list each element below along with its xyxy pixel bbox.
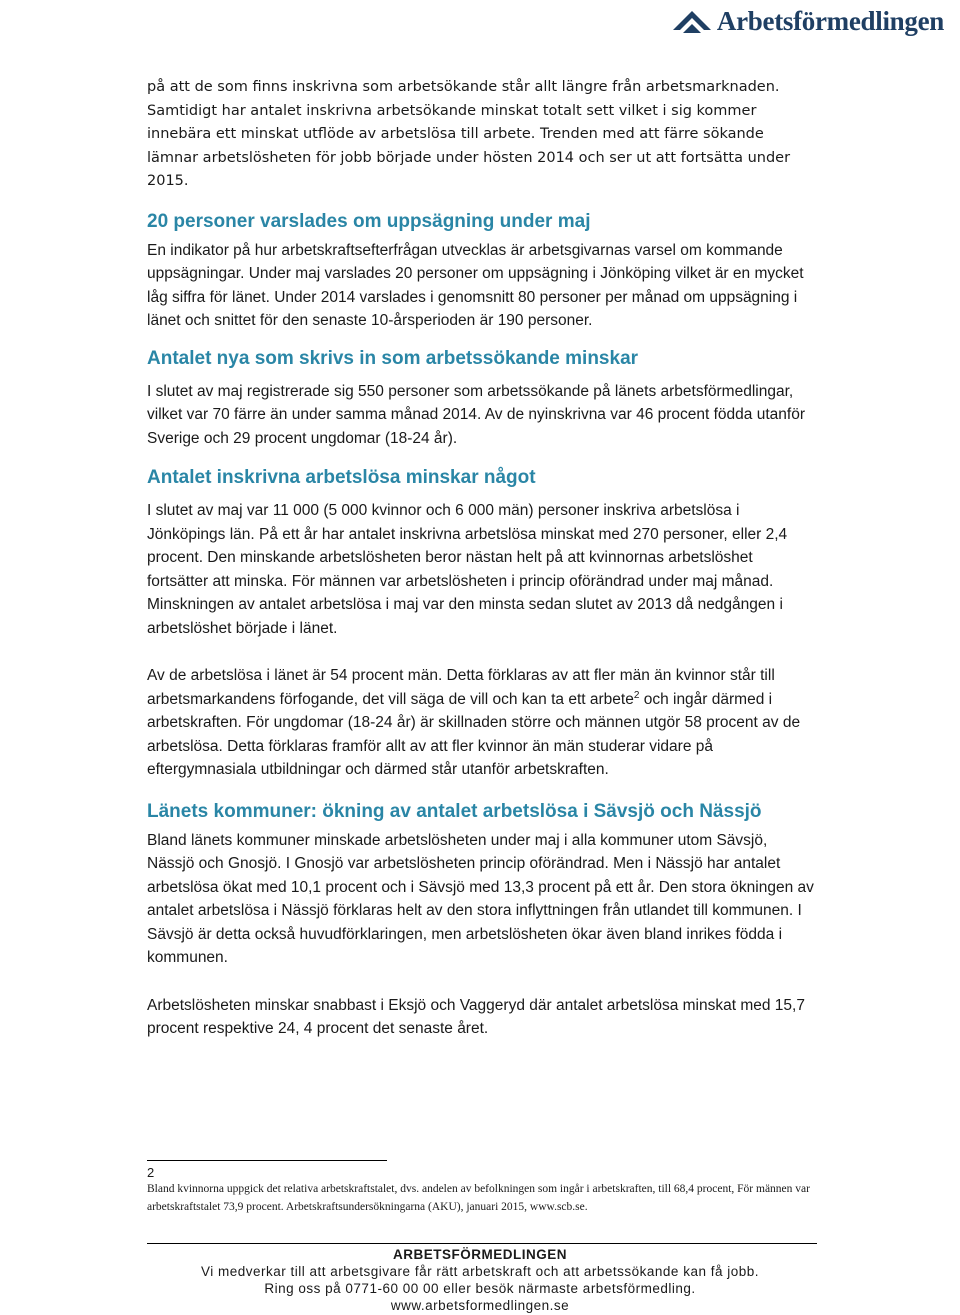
paragraph-text: Av de arbetslösa i länet är 54 procent män. Detta förklaras av att fler män än kvinnor står till arbetsmarkandens förfogande, det vill säga de vill och kan ta ett arbete [147, 667, 775, 708]
footnote-reference[interactable]: 2 [633, 689, 640, 701]
paragraph-text: och ingår därmed i arbetskraften. För ungdomar (18-24 år) är skillnaden större och männen utgör 58 procent av de arbetslösa. Detta förklaras framför allt av att fler kvinnor än män studerar vidare på eftergymnasiala utbildningar och därmed står utanför arbetskraften. [147, 690, 801, 778]
section-paragraph-nyinskrivna: I slutet av maj registrerade sig 550 personer som arbetssökande på länets arbetsförmedlingar, vilket var 70 färre än under samma månad 2014. Av de nyinskrivna var 46 procent födda utanför Sverige och 29 procent ungdomar (18-24 år). [147, 382, 805, 447]
footer-mission: Vi medverkar till att arbetsgivare får rätt arbetskraft och att arbetssökande kan få jobb. [200, 1264, 759, 1279]
footer-org: ARBETSFÖRMEDLINGEN [393, 1247, 567, 1262]
section-heading-nyinskrivna: Antalet nya som skrivs in som arbetssökande minskar [147, 347, 639, 369]
document-body [147, 76, 817, 1041]
section-paragraph-man-kvinnor [147, 664, 817, 782]
footer-link[interactable]: www.arbetsformedlingen.se [390, 1298, 570, 1313]
footer-contact: Ring oss på 0771-60 00 00 eller besök närmaste arbetsförmedling. [264, 1281, 696, 1296]
section-heading-inskrivna: Antalet inskrivna arbetslösa minskar något [147, 467, 536, 488]
section-paragraph-inskrivna: I slutet av maj var 11 000 (5 000 kvinnor och 6 000 män) personer inskriva arbetslösa i Jönköpings län. På ett år har antalet inskrivna arbetslösa minskat med 270 personer, eller 2,4 procent. Den minskande arbetslösheten beror nästan helt på att kvinnornas arbetslöshet fortsätter att minska. För männen var arbetslösheten i princip oförändrad under maj månad. Minskningen av antalet arbetslösa i maj var den minsta sedan slutet av 2013 då nedgången i arbetslöshet började i länet. [147, 502, 788, 637]
section-paragraph-kommuner: Bland länets kommuner minskade arbetslösheten under maj i alla kommuner utom Sävsjö, Nässjö och Gnosjö. I Gnosjö var arbetslösheten princip oförändrad. Men i Nässjö har antalet arbetslösa ökat med 10,1 procent och i Sävsjö med 13,3 procent på ett år. Den stora ökningen av antalet arbetslösa i Nässjö förklaras helt av den stora inflyttningen från utlandet till kommunen. I Sävsjö är detta också huvudförklaringen, men arbetslösheten ökar även bland inrikes födda i kommunen. [147, 831, 814, 966]
footnote-text: Bland kvinnorna uppgick det relativa arbetskraftstalet, dvs. andelen av befolkningen som ingår i arbetskraften, till 68,4 procent, För männen var arbetskraftstalet 73,9 procent. Arbetskraftsundersökningarna (AKU), januari 2015, www.scb.se. [147, 1183, 810, 1213]
section-paragraph-varsel: En indikator på hur arbetskraftsefterfrågan utvecklas är arbetsgivarnas varsel om kommande uppsägningar. Under maj varslades 20 personer om uppsägning i Jönköping vilket är en mycket låg siffra för länet. Under 2014 varslades i genomsnitt 80 personer per månad om uppsägning i länet och snittet för den senaste 10-årsperioden är 190 personer. [147, 241, 804, 329]
section-heading-varsel: 20 personer varslades om uppsägning under maj [147, 210, 591, 232]
section-heading-kommuner: Länets kommuner: ökning av antalet arbetslösa i Sävsjö och Nässjö [147, 800, 762, 822]
footnote-divider [147, 1160, 387, 1161]
footnote-mark: 2 [147, 1165, 155, 1180]
header-logo[interactable] [671, 6, 944, 37]
footnote [147, 1166, 817, 1216]
section-paragraph-eksjo-vaggeryd: Arbetslösheten minskar snabbast i Eksjö och Vaggeryd där antalet arbetslösa minskat med 15,7 procent respektive 24, 4 procent det senaste året. [147, 996, 805, 1037]
intro-paragraph: på att de som finns inskrivna som arbetsökande står allt längre från arbetsmarknaden. Samtidigt har antalet inskrivna arbetsökande minskat totalt sett vilket i sig kommer innebära ett minskat utflöde av arbetslösa till arbete. Trenden med att färre sökande lämnar arbetslösheten för jobb började under hösten 2014 och ser ut att fortsätta under 2015. [147, 79, 791, 189]
arbetsformedlingen-logo-icon [671, 8, 713, 36]
footer-divider [147, 1243, 817, 1244]
logo-text: Arbetsförmedlingen [716, 6, 944, 36]
page-footer [100, 1246, 860, 1314]
